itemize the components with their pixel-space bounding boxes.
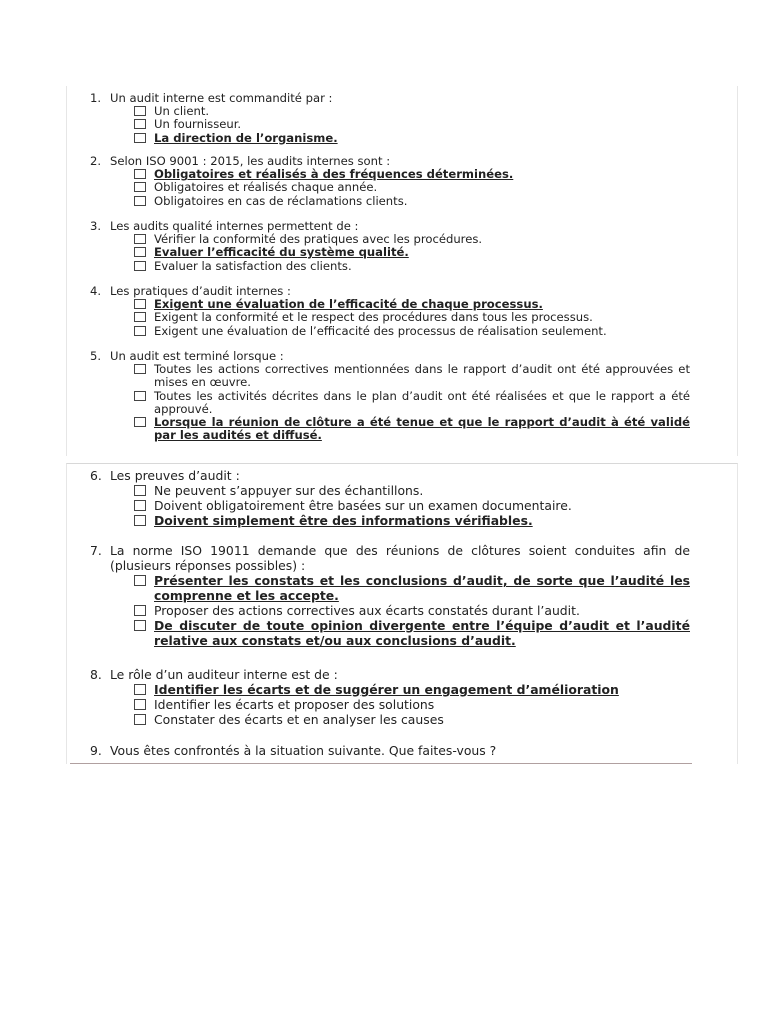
answer-option[interactable]: Un fournisseur. xyxy=(134,118,690,131)
checkbox[interactable] xyxy=(134,485,146,496)
answer-option[interactable]: Toutes les actions correctives mentionnées dans le rapport d’audit ont été approuvées et mises en œuvre. xyxy=(134,363,690,389)
answer-option-correct[interactable]: Présenter les constats et les conclusions d’audit, de sorte que l’audité les comprenne et les accepte. xyxy=(134,573,690,603)
checkbox[interactable] xyxy=(134,119,146,129)
question-5 xyxy=(90,350,690,442)
question-text: Vous êtes confrontés à la situation suivante. Que faites-vous ? xyxy=(110,743,497,758)
answer-option-correct[interactable]: Exigent une évaluation de l’efficacité de chaque processus. xyxy=(134,298,690,311)
question-number: 1. xyxy=(90,91,102,105)
checkbox[interactable] xyxy=(134,299,146,309)
checkbox[interactable] xyxy=(134,620,146,631)
checkbox[interactable] xyxy=(134,684,146,695)
question-text: Un audit est terminé lorsque : xyxy=(110,349,284,363)
question-text: Les pratiques d’audit internes : xyxy=(110,284,291,298)
question-4 xyxy=(90,285,690,338)
checkbox[interactable] xyxy=(134,106,146,116)
answer-option[interactable]: Toutes les activités décrites dans le plan d’audit ont été réalisées et que le rapport a été approuvé. xyxy=(134,390,690,416)
answer-option-correct[interactable]: Obligatoires et réalisés à des fréquences déterminées. xyxy=(134,168,690,181)
question-number: 5. xyxy=(90,349,102,363)
answer-option-correct[interactable]: De discuter de toute opinion divergente entre l’équipe d’audit et l’audité relative aux constats et/ou aux conclusions d’audit. xyxy=(134,618,690,648)
answer-option-correct[interactable]: La direction de l’organisme. xyxy=(134,132,690,145)
answer-option[interactable]: Constater des écarts et en analyser les causes xyxy=(134,712,690,727)
question-text: Les audits qualité internes permettent de : xyxy=(110,219,359,233)
question-3 xyxy=(90,220,690,273)
question-number: 3. xyxy=(90,219,102,233)
answer-option[interactable]: Obligatoires et réalisés chaque année. xyxy=(134,181,690,194)
checkbox[interactable] xyxy=(134,500,146,511)
question-9 xyxy=(90,743,690,758)
question-text: Un audit interne est commandité par : xyxy=(110,91,333,105)
checkbox[interactable] xyxy=(134,169,146,179)
checkbox[interactable] xyxy=(134,234,146,244)
question-text: Le rôle d’un auditeur interne est de : xyxy=(110,667,338,682)
answer-option[interactable]: Doivent obligatoirement être basées sur un examen documentaire. xyxy=(134,498,690,513)
answer-option[interactable]: Evaluer la satisfaction des clients. xyxy=(134,260,690,273)
checkbox[interactable] xyxy=(134,182,146,192)
answer-option[interactable]: Identifier les écarts et proposer des solutions xyxy=(134,697,690,712)
answer-option-correct[interactable]: Identifier les écarts et de suggérer un engagement d’amélioration xyxy=(134,682,690,697)
answer-option[interactable]: Obligatoires en cas de réclamations clients. xyxy=(134,195,690,208)
question-text: Selon ISO 9001 : 2015, les audits internes sont : xyxy=(110,154,391,168)
checkbox[interactable] xyxy=(134,196,146,206)
question-number: 2. xyxy=(90,154,102,168)
question-number: 6. xyxy=(90,468,102,483)
question-number: 4. xyxy=(90,284,102,298)
checkbox[interactable] xyxy=(134,699,146,710)
checkbox[interactable] xyxy=(134,417,146,427)
question-number: 9. xyxy=(90,743,102,758)
checkbox[interactable] xyxy=(134,364,146,374)
question-8 xyxy=(90,667,690,727)
checkbox[interactable] xyxy=(134,133,146,143)
question-6 xyxy=(90,468,690,528)
checkbox[interactable] xyxy=(134,391,146,401)
question-number: 8. xyxy=(90,667,102,682)
question-number: 7. xyxy=(90,543,102,558)
answer-option-correct[interactable]: Evaluer l’efficacité du système qualité. xyxy=(134,246,690,259)
checkbox[interactable] xyxy=(134,605,146,616)
answer-option[interactable]: Exigent la conformité et le respect des procédures dans tous les processus. xyxy=(134,311,690,324)
answer-option[interactable]: Exigent une évaluation de l’efficacité des processus de réalisation seulement. xyxy=(134,325,690,338)
checkbox[interactable] xyxy=(134,247,146,257)
answer-option[interactable]: Proposer des actions correctives aux écarts constatés durant l’audit. xyxy=(134,603,690,618)
checkbox[interactable] xyxy=(134,575,146,586)
question-7 xyxy=(90,543,690,648)
answer-option-correct[interactable]: Lorsque la réunion de clôture a été tenue et que le rapport d’audit à été validé par les audités et diffusé. xyxy=(134,416,690,442)
page-divider xyxy=(70,763,692,764)
question-2 xyxy=(90,155,690,208)
question-text: La norme ISO 19011 demande que des réunions de clôtures soient conduites afin de (plusieurs réponses possibles) : xyxy=(110,543,690,573)
checkbox[interactable] xyxy=(134,312,146,322)
answer-option[interactable]: Ne peuvent s’appuyer sur des échantillons. xyxy=(134,483,690,498)
answer-option[interactable]: Un client. xyxy=(134,105,690,118)
answer-option-correct[interactable]: Doivent simplement être des informations vérifiables. xyxy=(134,513,690,528)
checkbox[interactable] xyxy=(134,714,146,725)
checkbox[interactable] xyxy=(134,515,146,526)
checkbox[interactable] xyxy=(134,326,146,336)
checkbox[interactable] xyxy=(134,261,146,271)
question-text: Les preuves d’audit : xyxy=(110,468,240,483)
answer-option[interactable]: Vérifier la conformité des pratiques avec les procédures. xyxy=(134,233,690,246)
question-1 xyxy=(90,92,690,145)
